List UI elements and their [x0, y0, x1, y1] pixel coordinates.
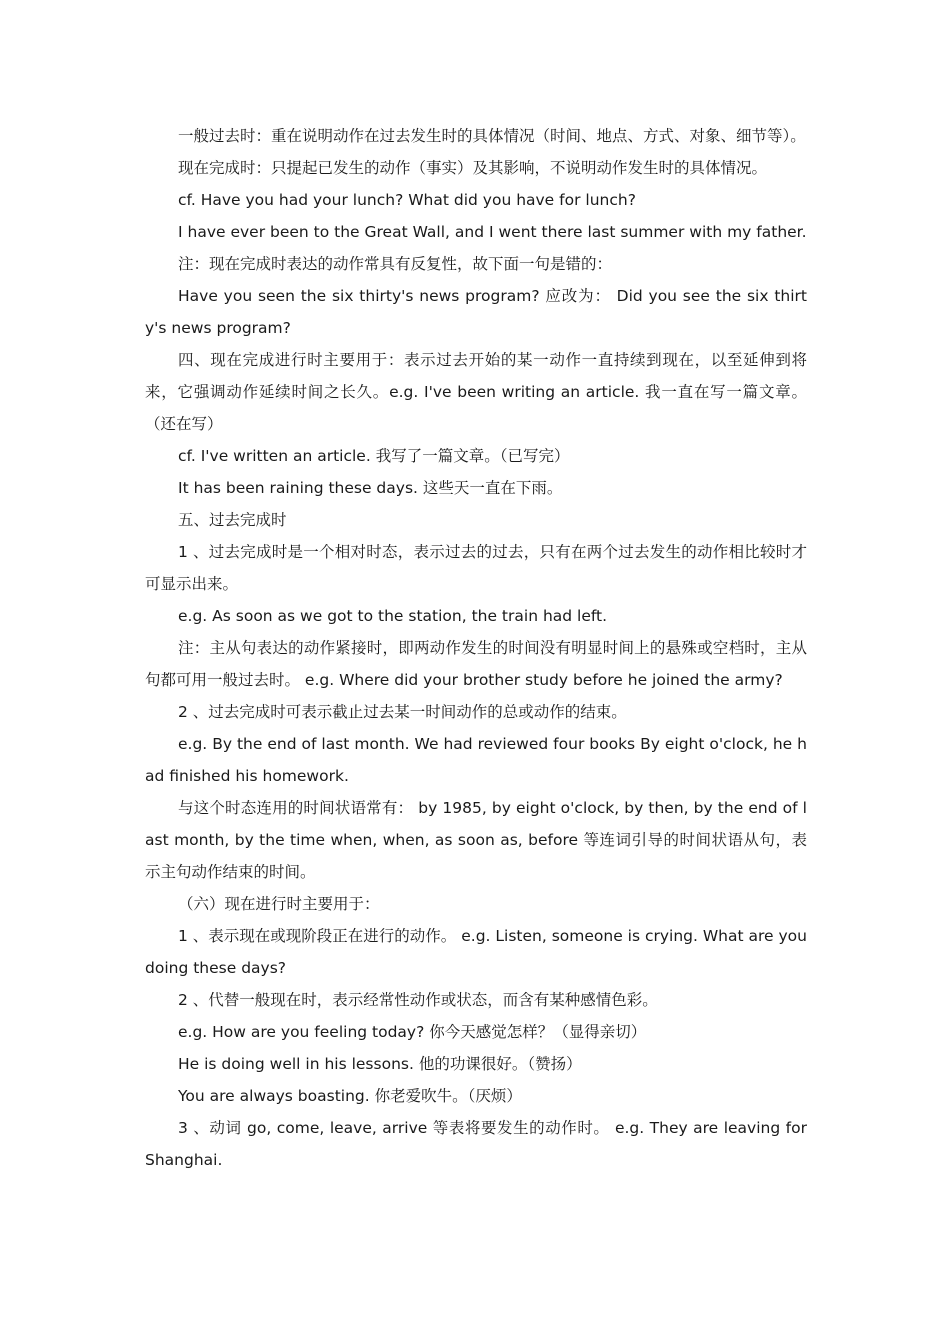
- paragraph: 现在完成时：只提起已发生的动作（事实）及其影响，不说明动作发生时的具体情况。: [178, 159, 768, 177]
- document-body: [145, 120, 807, 1176]
- paragraph: 2 、过去完成时可表示截止过去某一时间动作的总或动作的结束。: [178, 703, 627, 721]
- paragraph: 2 、代替一般现在时，表示经常性动作或状态，而含有某种感情色彩。: [178, 991, 658, 1009]
- paragraph: 1 、过去完成时是一个相对时态，表示过去的过去，只有在两个过去发生的动作相比较时才可显示出来。: [145, 543, 807, 593]
- paragraph: e.g. As soon as we got to the station, the train had left.: [178, 607, 608, 625]
- paragraph: You are always boasting. 你老爱吹牛。（厌烦）: [178, 1087, 522, 1105]
- paragraph: He is doing well in his lessons. 他的功课很好。（赞扬）: [178, 1055, 582, 1073]
- paragraph: e.g. How are you feeling today? 你今天感觉怎样？（显得亲切）: [178, 1023, 647, 1041]
- paragraph: 注：主从句表达的动作紧接时，即两动作发生的时间没有明显时间上的悬殊或空档时，主从句都可用一般过去时。 e.g. Where did your brother study before he joined the army?: [145, 639, 807, 689]
- paragraph: cf. I've written an article. 我写了一篇文章。（已写完）: [178, 447, 570, 465]
- section-heading: （六）现在进行时主要用于：: [178, 895, 380, 913]
- paragraph: 3 、动词 go, come, leave, arrive 等表将要发生的动作时。 e.g. They are leaving for Shanghai.: [145, 1119, 807, 1169]
- section-heading: 五、过去完成时: [178, 511, 287, 529]
- paragraph: e.g. By the end of last month. We had reviewed four books By eight o'clock, he had finished his homework.: [145, 735, 807, 785]
- paragraph: I have ever been to the Great Wall, and I went there last summer with my father.: [178, 223, 807, 241]
- paragraph: 一般过去时：重在说明动作在过去发生时的具体情况（时间、地点、方式、对象、细节等）。: [178, 127, 806, 145]
- paragraph: 注：现在完成时表达的动作常具有反复性，故下面一句是错的：: [178, 255, 613, 273]
- paragraph: 四、现在完成进行时主要用于：表示过去开始的某一动作一直持续到现在，以至延伸到将来，它强调动作延续时间之长久。e.g. I've been writing an article. 我一直在写一篇文章。（还在写）: [145, 351, 807, 433]
- paragraph: It has been raining these days. 这些天一直在下雨。: [178, 479, 563, 497]
- paragraph: 1 、表示现在或现阶段正在进行的动作。 e.g. Listen, someone is crying. What are you doing these days?: [145, 927, 807, 977]
- paragraph: 与这个时态连用的时间状语常有： by 1985, by eight o'clock, by then, by the end of last month, by the time when, when, as soon as, before 等连词引导的时间状语从句，表示主句动作结束的时间。: [145, 799, 807, 881]
- paragraph: Have you seen the six thirty's news program? 应改为： Did you see the six thirty's news program?: [145, 287, 807, 337]
- paragraph: cf. Have you had your lunch? What did you have for lunch?: [178, 191, 636, 209]
